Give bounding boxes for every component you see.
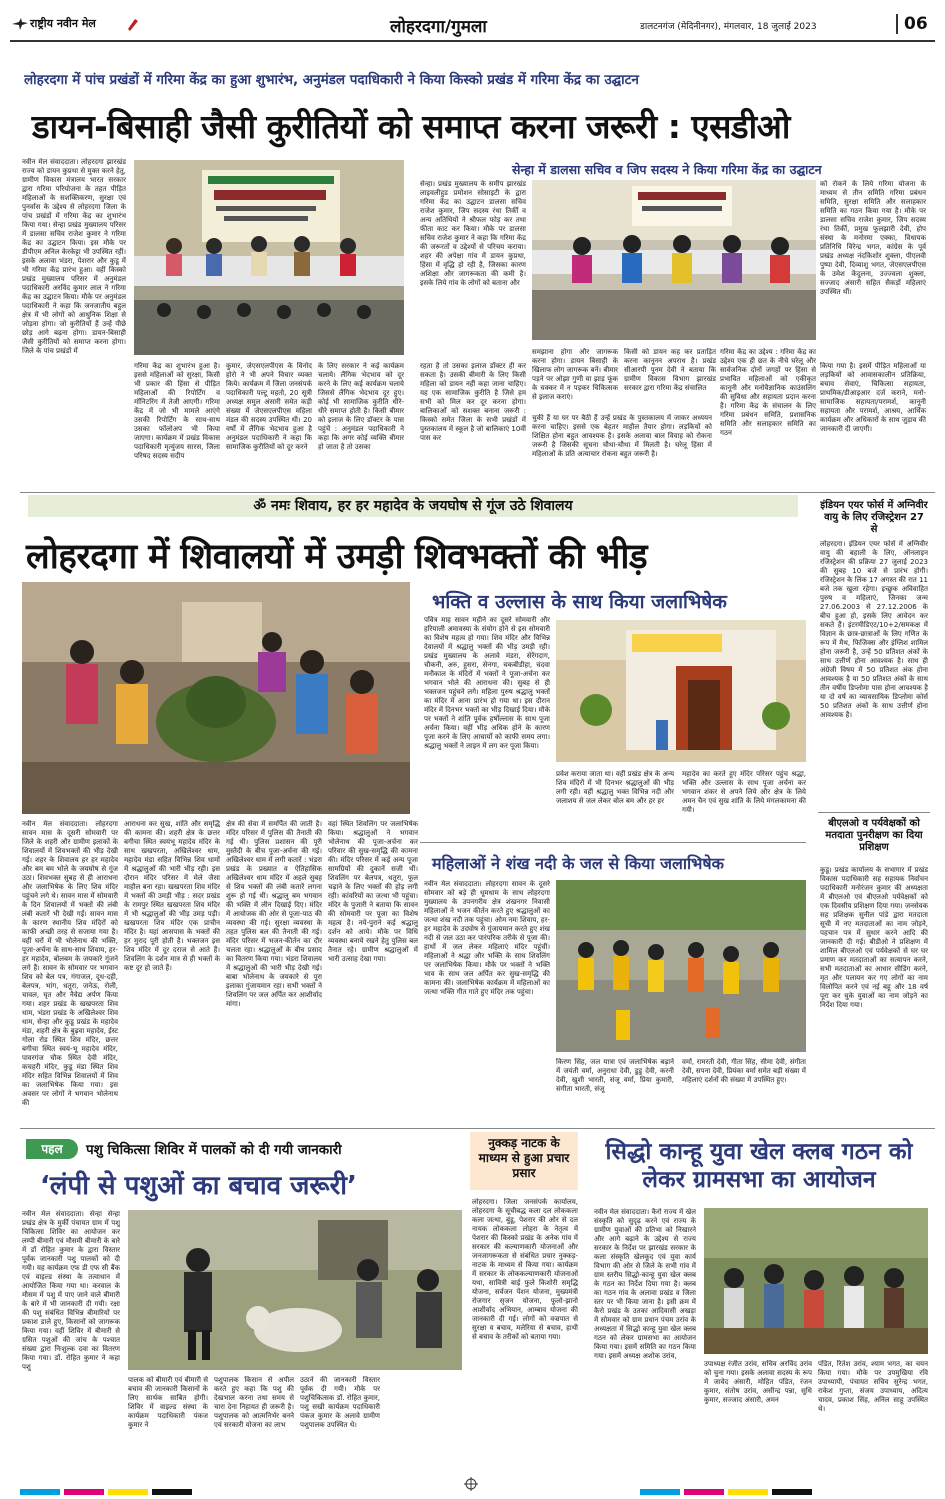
story2-col9: किरण सिंह, जल यात्रा एवं जलाभिषेक बढ़ाने में जयंती वर्मा, अनुराधा देवी, डुडु देवी, करनी देवी, खुशी भारती, संजू वर्मा, प्रिया कुमारी, संगीता भारती, संजू	[556, 1058, 674, 1093]
story7-col1: नवीन मेल संवाददाता। कैरो राज्य में खेल संस्कृति को सुदृढ़ करने एवं राज्य के ग्रामीण युवाओं की प्रतिभा को निखारने और आगे बढ़ाने के उद्देश्य से राज्य सरकार के निर्देश पर झारखंड सरकार के कला संस्कृति खेलकूद एवं युवा कार्य विभाग की ओर से जिले के सभी गांव में ग्राम स्तरीय सिद्धो-कान्हू युवा खेल क्लब के गठन का निर्देश दिया गया है। क्लब का गठन गांव के अलावा प्रखंड व जिला स्तर पर भी किया जाना है। इसी क्रम में कैरो प्रखंड के उतका आदिवासी अखड़ा में सोमवार को ग्राम प्रधान पंचम उरांव के अध्यक्षता में सिद्धो कान्हू युवा खेल क्लब गठन को लेकर ग्रामसभा का आयोजन किया गया। इसमें समिति का गठन किया गया। इसमें अध्यक्ष अशोक उरांव,	[594, 1208, 696, 1360]
story7-col3: पंडित, रितेश उरांव, श्याम भगत, का चयन किया गया। मौके पर उपमुखिया रवि उपाध्यायी, पंचायत सचिव सुरेन्द्र भगत, राकेश गुप्ता, संजय उपाध्याय, अदित्य चादव, प्रकाश सिंह, अनिल साहू उपस्थित थे।	[818, 1360, 928, 1413]
story2-photo-river	[556, 880, 806, 1052]
story1-bottom-rule	[20, 492, 935, 493]
story1-col10: गरिमा केंद्र का उद्देश्य : गरिमा केंद्र का उद्देश्य एक ही छत के नीचे घरेलू और सार्वजनिक दोनों जगहों पर हिंसा से प्रभावित महिलाओं को एकीकृत कानूनी और मनोवैज्ञानिक काउंसलिंग की सुविधा और सहायता प्रदान करना है। गरिमा केंद्र के संचालन के लिए गरिमा प्रबंधन समिति, प्रशासनिक समिति और सलाहकार समिति का गठन	[720, 348, 816, 437]
story4-headline: बीएलओ व पर्यवेक्षकों को मतदाता पुनरीक्षण का दिया प्रशिक्षण	[825, 818, 923, 853]
registration-mark-icon	[464, 1476, 478, 1495]
color-bar-left	[20, 1480, 280, 1486]
story2-headline: लोहरदगा में शिवालयों में उमड़ी शिवभक्तों की भीड़	[26, 537, 648, 577]
story1-col4: के लिए सरकार ने कई कार्यक्रम चलाये। लैंगिक भेदभाव को दूर करने के लिए कई कार्यक्रम चलाये जिससे लैंगिक भेदभाव दूर हुए। कोई भी सामाजिक कुरीति धीरे-धीरे समाप्त होती है। किसी बीमार को इलाज के लिए डॉक्टर के पास पहुंचें : अनुमंडल पदाधिकारी ने कहा कि अगर कोई व्यक्ति बीमार हो जाता है तो उसका	[318, 362, 404, 451]
story5-tag: पहल	[26, 1139, 78, 1159]
story5-col1: नवीन मेल संवाददाता। सेन्हा सेन्हा प्रखंड क्षेत्र के मुर्की पंचायत ग्राम में पशु चिकित्सा शिविर का आयोजन कर लम्पी बीमारी एवं मौसमी बीमारी के बारे में डॉ रोहित कुमार के द्वारा विस्तार पूर्वक जानकारी पशु पालकों को दी गयी। यह कार्यक्रम एफ डी एफ सी बैंक एवं वाइल्ड संस्था के तत्वाधान में आयोजित किया गया था। करवाल के मौसम में पशु में पाए जाने वाले बीमारी के बारे में भी जानकारी दी गयी। रक्षा की पशु संबंधित विभिन्न बीमारियों पर प्रकाश डाले हुए, किसानों को जागरूक किया गया। वहीं शिविर में बीमारी से ग्रसित पशुओं की जांच के पश्चात संख्या द्वारा निःशुल्क दवा का वितरण किया गया। डॉ. रोहित कुमार ने कहा पशु	[22, 1210, 120, 1371]
story7-photo	[704, 1208, 928, 1354]
story2-col4: वहां स्थित शिवलिंग पर जलाभिषेक किया। श्रद्धालुओं ने भगवान भोलेनाथ की पूजा-अर्चना कर परिवार की सुख-समृद्धि की कामना की। मंदिर परिसर में कई अन्य पूजा सामग्रियों की दुकानें सजी थीं। शिवलिंग पर बेलपत्र, धतूरा, फूल चढ़ाने के लिए भक्तों की होड़ लगी रही। कांवरियों का जत्था भी पहुंचा। मंदिर के पुजारी ने बताया कि सावन की सोमवारी पर पूजा का विशेष महत्व है। नये-पुराने कई श्रद्धालु दर्शन को आये। मौके पर विधि व्यवस्था बनाये रखने हेतु पुलिस बल तैनात रहे। ग्रामीण श्रद्धालुओं में भारी उत्साह देखा गया।	[328, 820, 418, 963]
story2-bottom-rule	[20, 1128, 935, 1129]
masthead	[0, 0, 945, 44]
dateline: डालटनगंज (मेदिनीनगर), मंगलवार, 18 जुलाई 2023	[640, 22, 817, 32]
story1-col3: कुमार, जेएसएलपीएस के विनोद होरो ने भी अपने विचार व्यक्त किये। कार्यक्रम में जिला जनसंपर्क पदाधिकारी पल्टू महतो, 20 सूत्री अध्यक्ष समुल अंसारी समेत कड़ी संख्या में जेएसएलपीएस महिला मंडल की सदस्य उपस्थित थी। 20 वर्षों में लैंगिक भेदभाव हुआ है अनुमंडल पदाधिकारी ने कहा कि सामाजिक कुरीतियों को दूर करने	[226, 362, 312, 451]
pen-icon	[128, 16, 138, 35]
story5-col4: उठाने की जानकारी विस्तार पूर्वक दी गयी। मौके पर पशुचिकित्सक डॉ. रोहित कुमार, पशु सखी कार्यक्रम पदाधिकारी पंकज कुमार के अलावे ग्रामीण पशुपालक उपस्थित थे।	[300, 1376, 380, 1429]
story1-col6: रहता है तो उसका इलाज डॉक्टर ही कर सकता है। उसकी बीमारी के लिए किसी महिला को डायन नहीं कहा जाना चाहिए। यह एक सामाजिक कुरीति है जिसे हम सभी को मिल कर दूर करना होगा। बालिकाओं को सशक्त बनाना जरूरी : किस्को समेत जिला के सभी प्रखंडों में पुस्तकालय में स्कूल है जो बालिकाएं 10वीं पास कर	[420, 362, 526, 442]
story7-headline: सिद्धो कान्हू युवा खेल क्लब गठन को लेकर ग्रामसभा का आयोजन	[605, 1139, 913, 1193]
story2-photo-main	[22, 582, 410, 814]
story1-col5: सेन्हा। प्रखंड मुख्यालय के समीप झारखंड लाइवलीहुड प्रमोशन सोसाइटी के द्वारा गरिमा केंद्र का उद्घाटन डालसा सचिव राजेश कुमार, जिप सदस्य रंथा तिर्की व अन्य अतिथियों ने श्रीफल फोड़ कर तथा फीता काट कर किया। मौके पर डालसा सचिव राजेश कुमार ने कहा कि गरिमा केंद्र की जरूरतों व उद्देश्यों से परिचय कराया। शहर की अपेक्षा गांव में डायन कुप्रथा, हिंसा में वृद्धि हो रही है, जिसका कारण अशिक्षा और जागरूकता की कमी है। इसके लिये गांव के लोगों को बताना और	[420, 180, 526, 287]
page-number: 06	[896, 14, 928, 34]
masthead-rule	[10, 40, 935, 42]
story1-col12: किया गया है। इसमें पीड़ित महिलाओं या लड़कियों को आवासकालीन प्रतिक्रिया, बचाव सेवाएं, चिकित्सा सहायता, प्राथमिक/डीआइआर दर्ज कराने, मनो-सामाजिक सहायता/परामर्श, कानूनी सहायता और परामर्श, आश्रय, आर्थिक कार्यक्रम और अधिकारों के साथ जुड़ाव की जानकारी दी जाएगी।	[820, 362, 926, 433]
story1-col11: को रोकने के लिये गरिमा योजना के माध्यम से तीन समिति गरिमा प्रबंधन समिति, सुरक्षा समिति और सलाहकार समिति का गठन किया गया है। मौके पर डालसा सचिव राजेश कुमार, जिप सदस्य रंथा तिर्की, प्रमुख फूलझारी देवी, होप संस्था के मनोरमा एक्का, विधायक प्रतिनिधि विरेन्द्र भगत, कांग्रेस के पूर्व प्रखंड अध्यक्ष नंदकिशोर शुक्ला, पीएलवी पुष्पा देवी, दिव्याशु भगत, जेएसएलपीएस के उमेश केंदुलना, उज्ज्वला शुक्ला, सज्जाद अंसारी सहित सैकड़ों महिलाएं उपस्थित थीं।	[820, 180, 926, 296]
story2-col8: नवीन मेल संवाददाता। लोहरदगा सावन के दूसरे सोमवार को बड़े ही धूमधाम के साथ लोहरदगा मुख्यालय के उपनगरीय क्षेत्र शंखनगर निवासी महिलाओं ने भजन कीर्तन करते हुए श्रद्धालुओं का जत्था शंख नदी तक पहुंचा। ओम नमः शिवाय, हर-हर महादेव के उदघोष से गुंजायमान करते हुए शंख नदी से जल उठा कर पारंपरिक तरीके से पूजा की। हाथों में जल लेकर महिलाएं मंदिर पहुंचीं। महिलाओं ने श्रद्धा और भक्ति के साथ शिवलिंग पर जलाभिषेक किया। मौके पर भक्तों ने भक्ति भाव के साथ जल अर्पित कर सुख-समृद्धि की कामना की। जलाभिषेक कार्यक्रम में महिलाओं का जत्था भक्ति गीत गाते हुए मंदिर तक पहुंचा।	[424, 880, 550, 996]
story5-col2: पालक को बीमारी एवं बीमारी से बचाव की जानकारी किसानों के लिए सार्थक साबित होगी। शिविर में वाइल्ड संस्था के कार्यक्रम पदाधिकारी पंकज कुमार ने	[128, 1376, 208, 1429]
story5-photo	[128, 1210, 462, 1370]
story3-rule	[818, 812, 930, 813]
story1-photo-left	[134, 160, 404, 355]
story1-headline: डायन-बिसाही जैसी कुरीतियों को समाप्त करना जरूरी : एसडीओ	[32, 107, 790, 146]
color-bar-right	[640, 1480, 900, 1486]
story2-kicker: ॐ नमः शिवाय, हर हर महादेव के जयघोष से गूंज उठे शिवालय	[28, 495, 798, 517]
story2-col2: आराधना कर सुख, शांति और समृद्धि की कामना की। शहरी क्षेत्र के छत्तर बगीचा स्थित स्वयंभू महादेव मंदिर के साथ खखपरता, अखिलेश्वर धाम, महादेव मंडा सहित विभिन्न शिव धामों में श्रद्धालुओं की भारी भीड़ रही। इस दौरान मंदिर परिसर में मेले जैसा माहौल बना रहा। खखपरता शिव मंदिर में भक्तों की उमड़ी भीड़ : सदर प्रखंड के रामपुर स्थित खखपरता शिव मंदिर में भी श्रद्धालुओं की भीड़ उमड़ पड़ी। खखपरता शिव मंदिर एक प्राचीन मंदिर है। यहां आसपास के भक्तों की हर मुराद पूरी होती है। भक्तजन इस शिव मंदिर में दूर दराज से आते हैं। शिवलिंग के दर्शन मात्र से ही भक्तों के कष्ट दूर हो जाते हैं।	[124, 820, 220, 972]
story4-body: कुडू। प्रखंड कार्यालय के सभागार में प्रखंड विकास पदाधिकारी सह सहायक निर्वाचन पदाधिकारी मनोरंजन कुमार की अध्यक्षता में बीएलओ एवं बीएलओ पर्यवेक्षकों को एक दिवसीय प्रशिक्षण दिया गया। जनसेवक सह प्रशिक्षक सुनील पांडे द्वारा मतदाता सूची में नए मतदाताओं का नाम जोड़ने, पहचान पत्र में सुधार करने आदि की जानकारी दी गई। बीडीओ ने प्रशिक्षण में शामिल बीएलओ एवं पर्यवेक्षकों से घर घर प्रमाण कर मतदाताओं का सत्यापन करने, सभी मतदाताओं का आधार सीडिंग करने, मृत और पलायन कर गए लोगों का नाम विलोपित करने एवं नई बहू और 18 वर्ष पूरा कर चुके युवाओं का नाम जोड़ने का निर्देश दिया गया।	[820, 866, 928, 1009]
story1-col2: गरिमा केंद्र का शुभारंभ हुआ है। इससे महिलाओं को सुरक्षा, किसी भी प्रकार की हिंसा से पीड़ित महिलाओं की रिपोर्टिंग व मॉनिटरिंग में तेजी आएगी। गरिमा केंद्र में जो भी मामले आएंगे उसकी रिपोर्टिंग के साथ-साथ उसका फॉलोअप भी किया जाएगा। कार्यक्रम में प्रखंड विकास पदाधिकारी मृत्युंजय सारस, जिला परिषद सदस्य सदीप	[134, 362, 220, 460]
story1-col1: नवीन मेल संवाददाता। लोहरदगा झारखंड राज्य को डायन कुप्रथा से मुक्त करने हेतु, ग्रामीण विकास मंत्रालय भारत सरकार द्वारा गरिमा परियोजना के तहत पीड़ित महिलाओं के सशक्तिकरण, सुरक्षा एवं पुनर्वास के उद्देश्य से लोहरदगा जिला के पांच प्रखंडों में गरिमा केंद्र का शुभारंभ किया गया। सेन्हा प्रखंड मुख्यालय परिसर में डालसा सचिव राजेश कुमार ने गरिमा केंद्र का उद्घाटन किया। इस मौके पर डीपीएम अनिल केरकेट्टा भी उपस्थित रहीं। इसके अलावा भंडरा, पेशरार और कुडू में भी गरिमा केंद्र प्रारंभ हुआ। वहीं किस्को प्रखंड मुख्यालय परिसर में अनुमंडल पदाधिकारी अरविंद कुमार लाल ने गरिमा केंद्र का उद्घाटन किया। मौके पर अनुमंडल पदाधिकारी ने कहा कि जनजातीय बहुल क्षेत्र में भी लोगों को आधुनिक शिक्षा से जोड़ना होगा। जो कुरीतियों हैं उन्हें पीछे छोड़ आगे बढ़ना होगा। डायन-बिसाही जैसी कुरीतियों को समाप्त करना होगा। जिले के पांच प्रखंडों में	[22, 158, 126, 355]
story2-photo-temple	[556, 620, 806, 762]
story1-photo-right	[532, 180, 816, 340]
story7-col2: उपाध्यक्ष रंजीत उरांव, सचिव अरविंद उरांव को चुना गया। इसके अलावा सदस्य के रूप में जावेद अंसारी, मोहित पंडित, रंजन कुमार, संतोष उरांव, असीन्द्र पन्ना, सुधि कुमार, सज्जाद अंसारी, अमन	[704, 1360, 812, 1404]
story2-col7: महादेव का करते हुए मंदिर परिसर पहुंच श्रद्धा, भक्ति और उल्लास के साथ पूजा अर्चना कर भगवान शंकर से अपने लिये और क्षेत्र के लिये अमन चैन एवं सुख शांति के लिये मंगलकामना की गयी।	[682, 770, 806, 814]
story5-col3: पशुपालक किसान से अपील करते हुए कहा कि पशु की देखभाल करना तथा समय से चारा देना निहायत ही जरूरी है। पशुपालक को आत्मनिर्भर बनने एवं सरकारी योजना का लाभ	[214, 1376, 294, 1429]
story1-col9: किसी को डायन कह कर प्रताड़ित करना कानूनन अपराध है। प्रखंड सीआरपी पूनम देवी ने बताया कि ग्रामीण विकास विभाग झारखंड सरकार द्वारा गरिमा केंद्र संचालित	[624, 348, 716, 392]
story1-subhead: सेन्हा में डालसा सचिव व जिप सदस्य ने किया गरिमा केंद्र का उद्घाटन	[512, 162, 822, 177]
story2-col5: पवित्र माह सावन महीने का दूसरे सोमवारी और हरियाली अमावस्या के संयोग होने से इस सोमवारी का विशेष महत्व हो गया। शिव मंदिर और विभिन्न देवालयों में श्रद्धालु भक्तों की भीड़ उमड़ी रही। प्रखंड मुख्यालय के अलावे मंडरा, सेरेंगदाग, चौकनी, अरु, हुसरा, सेनगा, चकबीडीहा, चंदवा मनौकाल के मंदिरों में भक्तों ने पूजा-अर्चना कर भगवान भोले की आराधना की। सुबह से ही भक्तजन पहुंचने लगे। महिला पुरुष श्रद्धालु भक्तों का मंदिर में आना प्रारंभ हो गया था। इस दौरान मंदिर में दिनभर भक्तों का भीड़ दिखाई दिया। मौके पर भक्तों ने शांति पूर्वक हर्षोल्लास के साथ पूजा अर्चना किया। वहीं भीड़ अधिक होने के कारण पूजा करने के लिए आचार्यों को काफी समय लगा। श्रद्धालु भक्तों ने लाइन में लग कर पूजा किया।	[424, 616, 550, 750]
bird-logo-icon	[12, 15, 28, 34]
story3-headline: इंडियन एयर फोर्स में अग्निवीर वायु के लिए रजिस्ट्रेशन 27 से	[820, 500, 928, 535]
story1-col7: समझाना होगा और जागरूक करना होगा। डायन बिसाही के खिलाफ लोग जागरूक बनें। बीमार पड़ने पर ओझा गुणी या झाड़ फूंक के चक्कर में न पड़कर चिकित्सक से इलाज कराएं।	[532, 348, 618, 401]
story2-col3: क्षेत्र की सेवा में समर्पित की जाती है। मंदिर परिसर में पुलिस की तैनाती की गई थी। पुलिस प्रशासन की पूरी मुस्तैदी के बीच पूजा-अर्चना की गई। अखिलेश्वर धाम में लगी कतारें : भंडरा प्रखंड के प्रख्यात व ऐतिहासिक अखिलेश्वर धाम मंदिर में अहले सुबह से शिव भक्तों की लंबी कतारें लगना शुरू हो गई थीं। श्रद्धालु बम भगवान की भक्ति में लीन दिखाई दिए। मंदिर में आयोजक की ओर से पूजा-पाठ की व्यवस्था की गई। सुरक्षा व्यवस्था के तहत पुलिस बल की तैनाती की गई। मंदिर परिसर में भजन-कीर्तन का दौर चलता रहा। श्रद्धालुओं के बीच प्रसाद का वितरण किया गया। भंडरा शिवालय में श्रद्धालुओं की भारी भीड़ देखी गई। बाबा भोलेनाथ के जयकारे से पूरा इलाका गुंजायमान रहा। सभी भक्तों ने शिवलिंग पर जल अर्पित कर आशीर्वाद मांगा।	[226, 820, 322, 1008]
story6-headline: नुक्कड़ नाटक के माध्यम से हुआ प्रचार प्रसार	[478, 1136, 570, 1180]
story2-subhead: भक्ति व उल्लास के साथ किया जलाभिषेक	[432, 591, 727, 613]
story2-col1: नवीन मेल संवाददाता। लोहरदगा सावन मास के दूसरी सोमवारी पर जिले के शहरी और ग्रामीण इलाकों के शिवालयों में शिवभक्तों की भीड़ देखी गई। शहर के शिवालय हर हर महादेव और बम बम भोले के जयघोष से गूंज उठा। शिवभक्त सुबह से ही आराधना और जलाभिषेक के लिए शिव मंदिर पहुंचने लगे थे। सावन मास में सोमवारी के दिन शिवालयों में भक्तों की लंबी लंबी कतारें भी देखी गईं। सावन मास के कारण स्थानीय शिव मंदिरों को काफी अच्छी तरह से सजाया गया है। वहीं घरों में भी भोलेनाथ की भक्ति, पूजा-अर्चना के साथ-साथ शिवाय, हर-हर महादेव, बोलबम के जयकारे गूंजने लगे हैं। सावन के सोमवार पर भगवान शिव को बेल पत्र, गंगाजल, दूध-दही, बेलपत्र, भांग, धतूरा, जनेऊ, रोली, चावल, घृत और नैवेद्य अर्पण किया गया। शहर प्रखंड के खखपरता शिव धाम, भंडरा प्रखंड के अखिलेश्वर शिव धाम, सेन्हा और कुडू प्रखंड के महादेव मंडा, शहरी क्षेत्र के बुढ़वा महादेव, ईस्ट गोला रोड स्थित शिव मंदिर, छत्तर बगीचा स्थित स्वयं-भू महादेव मंदिर, पावरगंज चौक स्थित देवी मंदिर, कचहरी मंदिर, कुडू मंडा स्थित शिव मंदिर सहित विभिन्न शिवालयों में शिव का जलाभिषेक किया गया। इस अवसर पर लोगों ने भगवान भोलेनाथ की	[22, 820, 118, 1107]
story5-headline: ‘लंपी से पशुओं का बचाव जरूरी’	[40, 1171, 357, 1201]
story2-col10: वर्मा, रामरती देवी, गीता सिंह, सीमा देवी, संगीता देवी, सपना देवी, प्रियंका वर्मा समेत बड़ी संख्या में महिलाएं दर्शनों की संख्या में उपस्थित हुए।	[682, 1058, 806, 1084]
story6-body: लोहरदगा। जिला जनसंपर्क कार्यालय, लोहरदगा के सूचीबद्ध कला दल लोककला कला जत्था, बुंडू, पेशरार की ओर से दल नायक लोककला लोहरा के नेतृत्व में पेशरार की किस्को प्रखंड के अनेक गांव में सरकार की कल्याणकारी योजनाओं और जनजागरूकता से संबंधित प्रचार नुक्कड़-नाटक के माध्यम से किया गया। कार्यक्रम में सरकार के लोककल्याणकारी योजनाओं यथा, सावित्री बाई फुले किशोरी समृद्धि योजना, सर्वजन पेंशन योजना, मुख्यमंत्री रोजगार सृजन योजना, फूलो-झानो आशीर्वाद अभियान, आम्बाव योजना की जानकारी दी गई। लोगों को वज्रपात से सुरक्षा व बचाव, मलेरिया से बचाव, हाथी से बचाव के तरीकों को बताया गया।	[472, 1198, 578, 1341]
story2-col6: प्रवेश कराया जाता था। वहीं प्रखंड क्षेत्र के अन्य शिव मंदिरों में भी दिनभर श्रद्धालुओं की भीड़ लगी रही। वहीं श्रद्धालु भक्त विभिन्न नदी और जलाशय से जल लेकर बोल बम और हर हर	[556, 770, 674, 805]
story1-col8-visible: चुकी हैं या घर पर बैठी हैं उन्हें प्रखंड के पुस्तकालय में जाकर अध्ययन करना चाहिए। इससे एक बेहतर माहौल तैयार होगा। लड़कियों को शिक्षित होना बहुत आवश्यक है। इसके अलावा बाल विवाह को रोकना जरूरी है जिसकी सूचना चौथा-चौथा में मिलती है। घरेलू हिंसा में महिलाओं के प्रति अत्याचार रोकना बहुत जरूरी है।	[532, 414, 712, 458]
story1-kicker: लोहरदगा में पांच प्रखंडों में गरिमा केंद्र का हुआ शुभारंभ, अनुमंडल पदाधिकारी ने किया किस्को प्रखंड में गरिमा केंद्र का उद्घाटन	[24, 72, 639, 88]
story2-mid-rule	[420, 842, 806, 843]
masthead-logo-text: राष्ट्रीय नवीन मेल	[30, 17, 96, 30]
section-name: लोहरदगा/गुमला	[390, 17, 487, 37]
story3-body: लोहरदगा। इंडियन एयर फोर्स में अग्निवीर वायु की बहाली के लिए, ऑनलाइन रजिस्ट्रेशन की प्रक्रिया 27 जुलाई 2023 की सुबह 10 बजे से प्रारंभ होगी। रजिस्ट्रेशन के लिंक 17 अगस्त की रात 11 बजे तक खुला रहेगा। इच्छुक अविवाहित पुरुष व महिलाएं, जिनका जन्म 27.06.2003 से 27.12.2006 के बीच हुआ हो, इसके लिए आवेदन कर सकते हैं। इंटरमीडिएट/10+2/समकक्ष में विज्ञान के छात्र-छात्राओं के लिए गणित के रूप में मैथ, फिजिक्स और इंग्लिश शामिल होना जरूरी है, उन्हें 50 प्रतिशत अंकों के साथ उत्तीर्ण होना आवश्यक है। साथ ही अंग्रेजी विषय में 50 प्रतिशत अंक होना आवश्यक है या 50 प्रतिशत अंकों के साथ तीन वर्षीय डिप्लोमा पास होना आवश्यक है या दो वर्ष का व्यावसायिक डिप्लोमा कोर्स 50 प्रतिशत अंकों के साथ उत्तीर्ण होना आवश्यक है।	[820, 540, 928, 719]
story2-subhead2: महिलाओं ने शंख नदी के जल से किया जलाभिषेक	[432, 854, 724, 873]
story5-kicker: पशु चिकित्सा शिविर में पालकों को दी गयी जानकारी	[86, 1142, 342, 1158]
